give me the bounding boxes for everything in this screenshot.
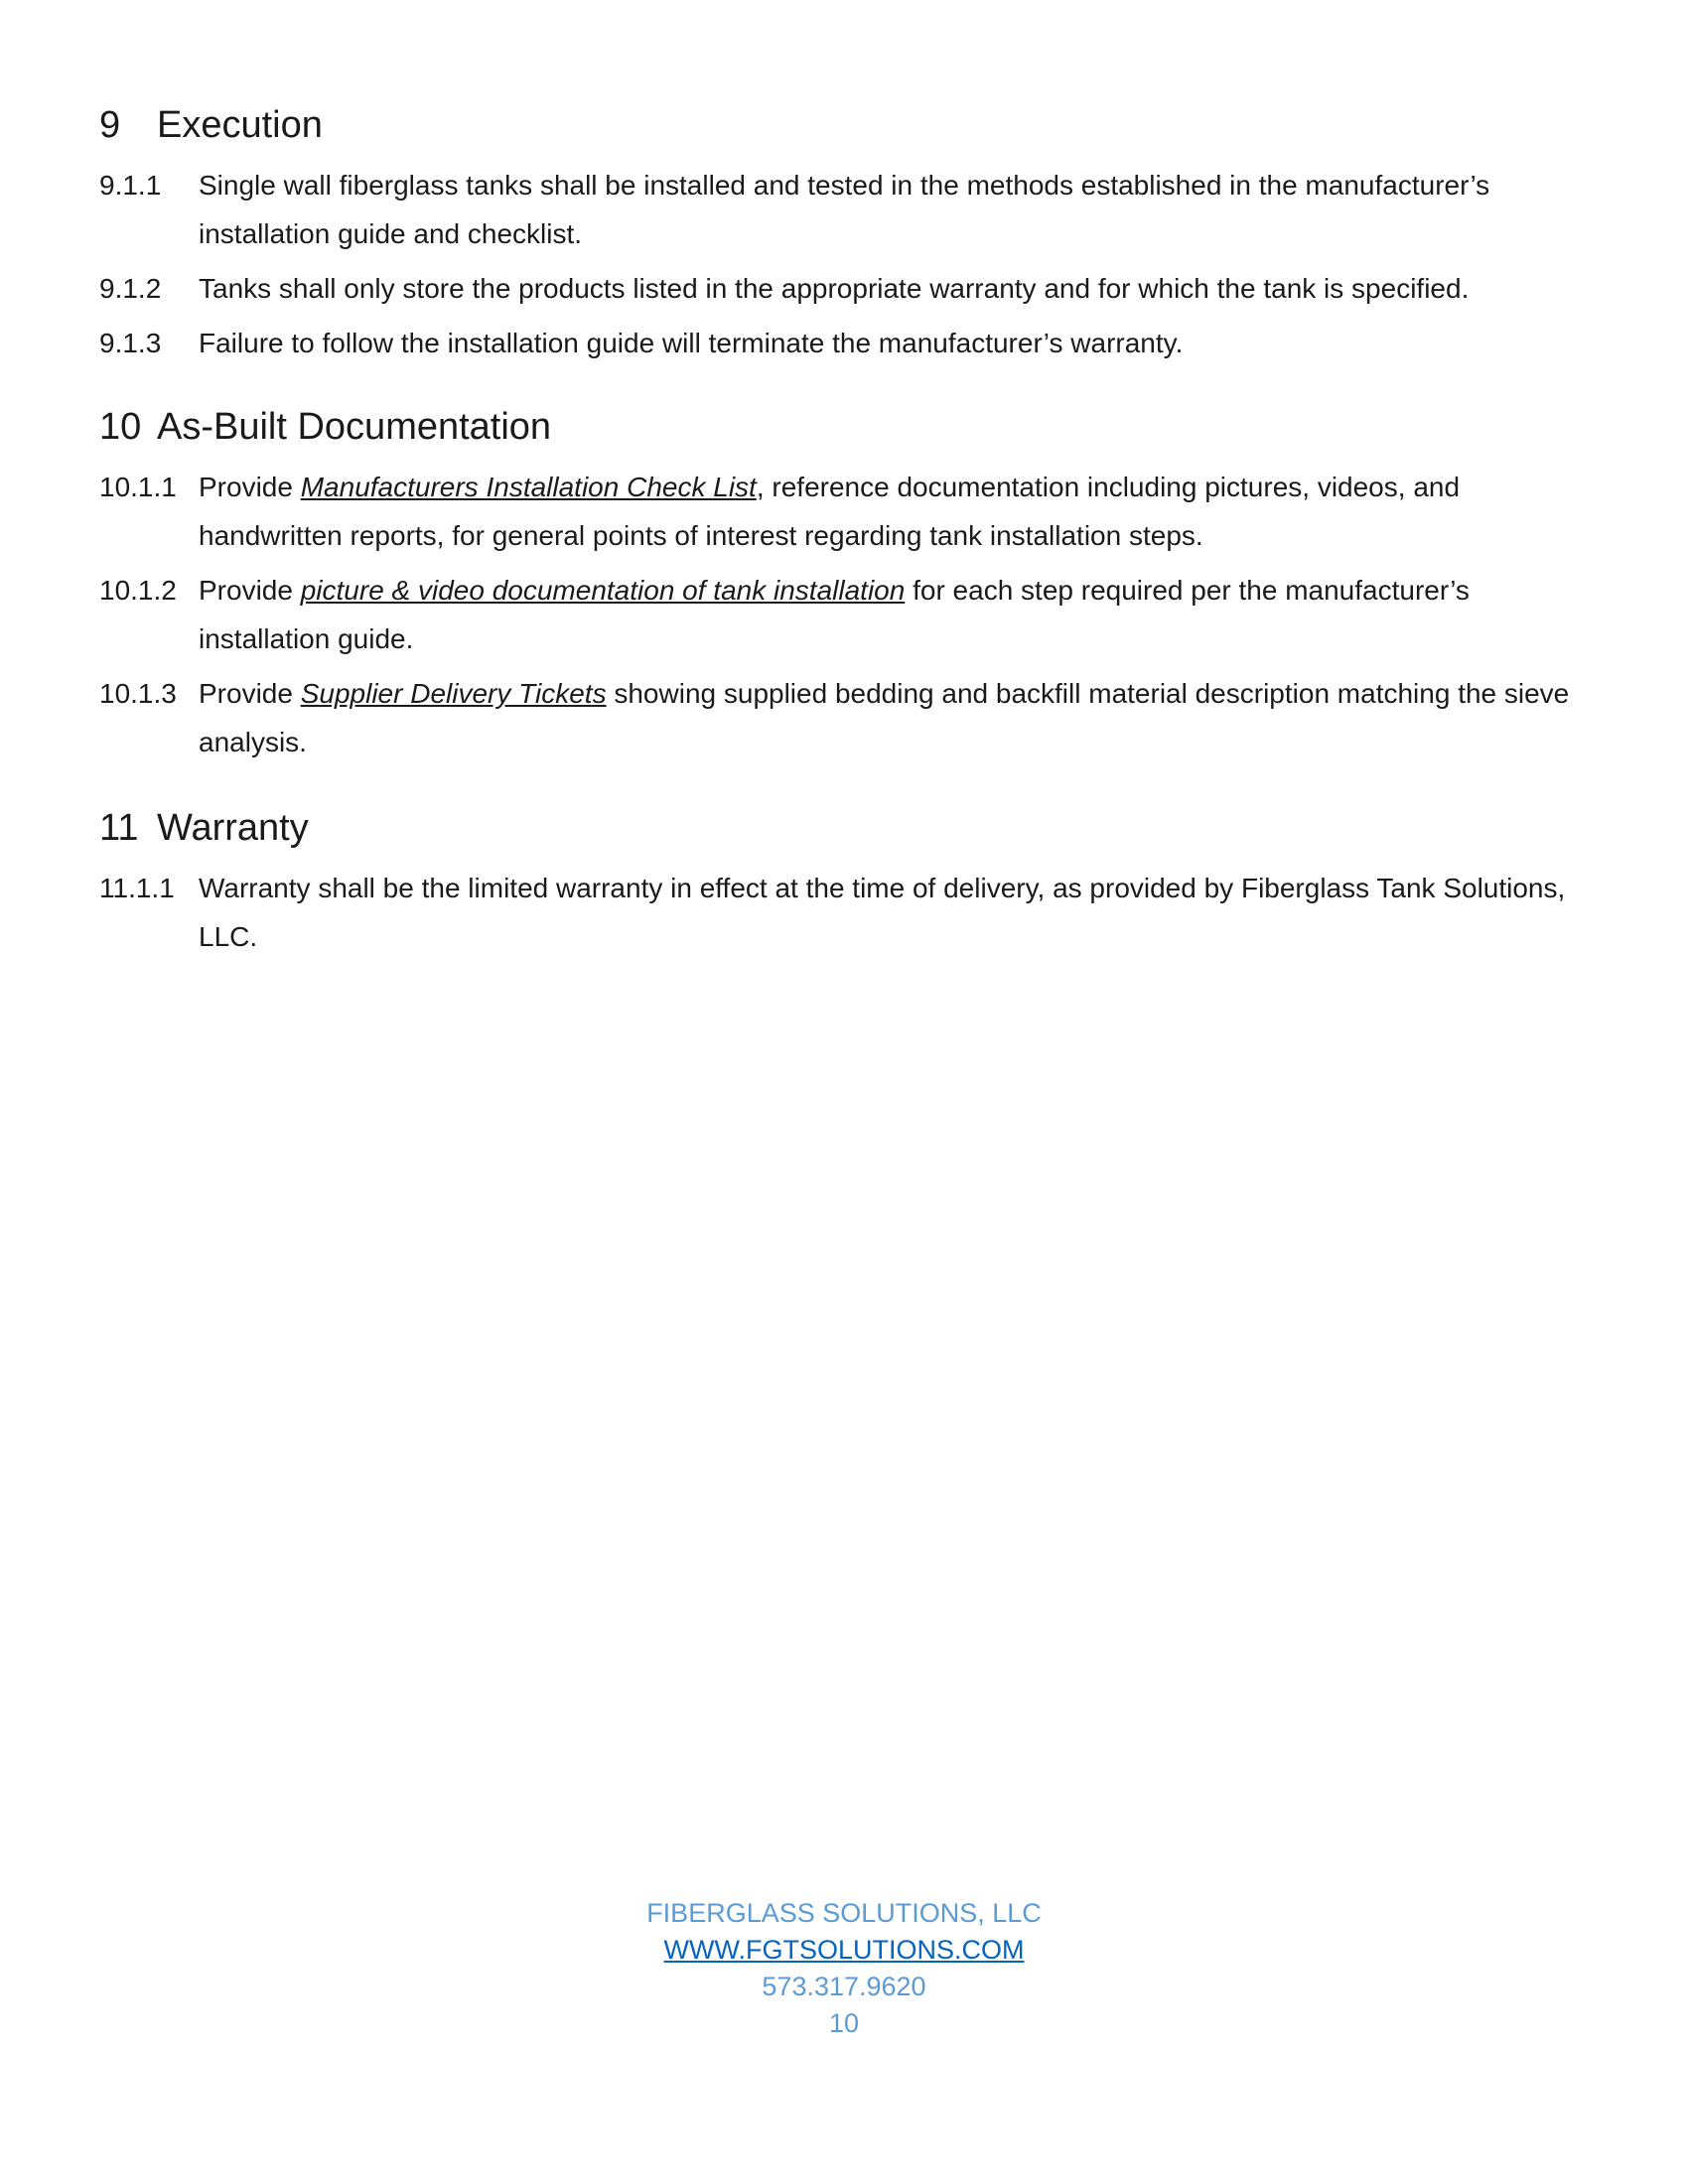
- section-title: Warranty: [157, 807, 309, 849]
- section-title: As-Built Documentation: [157, 406, 552, 448]
- item-reference-link[interactable]: Supplier Delivery Tickets: [300, 678, 607, 709]
- page-footer: [0, 1895, 1688, 2042]
- item-number: 10.1.1: [99, 472, 177, 502]
- item-text-pre: Provide: [199, 575, 301, 606]
- item-text-post: , reference documentation including pictures, videos, and handwritten reports, for general points of interest regarding tank installation steps.: [199, 472, 1461, 551]
- item-text: Single wall fiberglass tanks shall be installed and tested in the methods established in the manufacturer’s installation guide and checklist.: [199, 170, 1490, 249]
- section-as-built-documentation: [99, 401, 1589, 772]
- item-number: 10.1.3: [99, 678, 177, 709]
- section-warranty: [99, 802, 1589, 967]
- section-number: 11: [99, 807, 139, 849]
- item-text-pre: Provide: [199, 678, 301, 709]
- item-text: Warranty shall be the limited warranty in effect at the time of delivery, as provided by Fiberglass Tank Solutions, LLC.: [199, 873, 1566, 952]
- item-text: Tanks shall only store the products listed in the appropriate warranty and for which the tank is specified.: [199, 273, 1470, 304]
- list-item: [99, 566, 1589, 663]
- footer-phone: 573.317.9620: [762, 1972, 926, 2001]
- item-reference-link[interactable]: picture & video documentation of tank installation: [300, 575, 906, 606]
- page-number: 10: [828, 2008, 860, 2038]
- item-number: 9.1.2: [99, 273, 162, 304]
- list-item: [99, 669, 1589, 766]
- section-heading: [99, 401, 1589, 453]
- list-item: [99, 463, 1589, 560]
- item-reference-link[interactable]: Manufacturers Installation Check List: [300, 472, 757, 502]
- section-title: Execution: [157, 104, 323, 146]
- item-text-post: for each step required per the manufacturer’s installation guide.: [199, 575, 1470, 654]
- section-number: 9: [99, 104, 121, 146]
- section-heading: [99, 802, 1589, 854]
- item-number: 10.1.2: [99, 575, 177, 606]
- section-heading: [99, 99, 1589, 151]
- item-number: 9.1.3: [99, 328, 162, 358]
- footer-company: FIBERGLASS SOLUTIONS, LLC: [646, 1898, 1042, 1928]
- section-number: 10: [99, 406, 142, 448]
- list-item: [99, 864, 1589, 961]
- item-text: Failure to follow the installation guide will terminate the manufacturer’s warranty.: [199, 328, 1184, 358]
- list-item: [99, 264, 1589, 313]
- list-item: [99, 161, 1589, 258]
- item-number: 11.1.1: [99, 873, 175, 903]
- item-number: 9.1.1: [99, 170, 162, 201]
- item-text-post: showing supplied bedding and backfill material description matching the sieve analysis.: [199, 678, 1570, 757]
- section-execution: [99, 99, 1589, 373]
- list-item: [99, 319, 1589, 367]
- item-text-pre: Provide: [199, 472, 301, 502]
- footer-website-link[interactable]: WWW.FGTSOLUTIONS.COM: [663, 1935, 1025, 1965]
